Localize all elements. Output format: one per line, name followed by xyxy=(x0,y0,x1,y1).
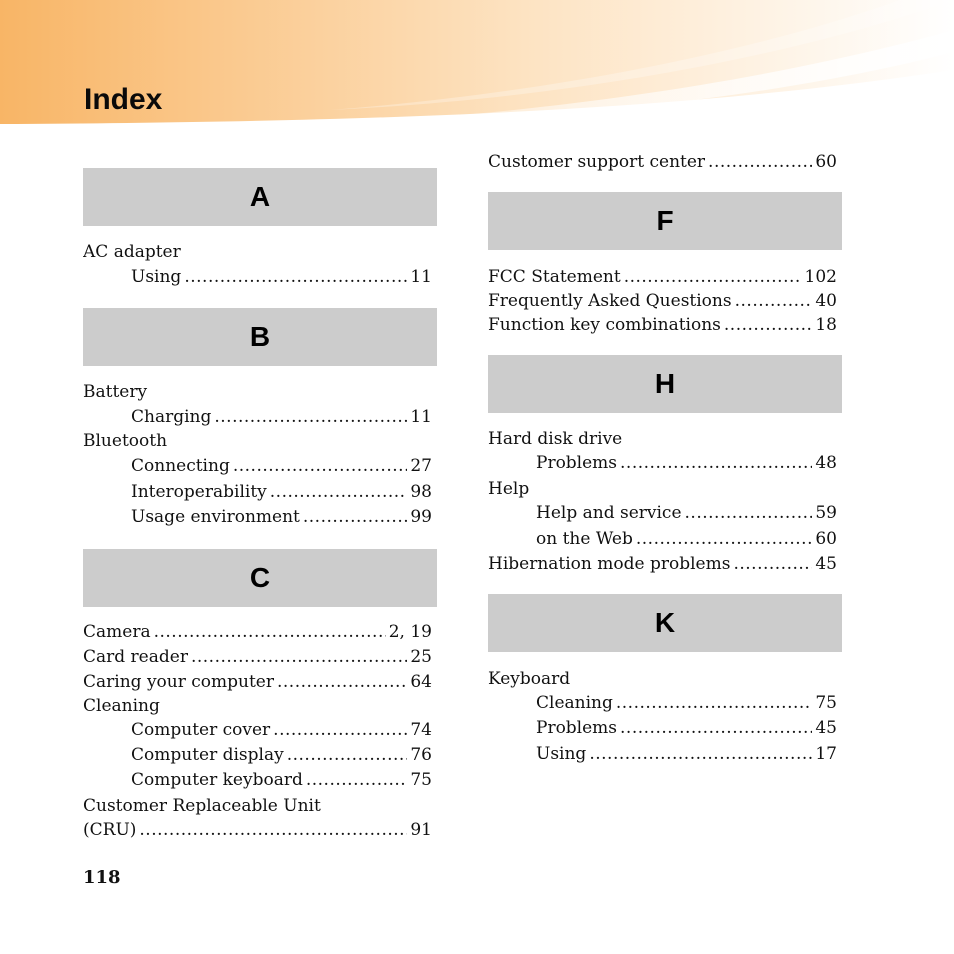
entry-label: Help and service xyxy=(536,503,682,523)
entry-page-ref: 11 xyxy=(410,407,432,427)
section-letter: C xyxy=(249,562,271,593)
entry-label: Hibernation mode problems xyxy=(488,554,731,574)
dot-leader xyxy=(273,717,407,743)
entry-page-ref: 75 xyxy=(410,770,432,790)
entry-label: Problems xyxy=(536,718,618,738)
index-entry xyxy=(83,669,432,695)
section-header xyxy=(83,168,437,226)
section-header xyxy=(83,549,437,607)
index-subentry xyxy=(131,742,432,768)
page-title: Index xyxy=(84,83,163,116)
dot-leader xyxy=(620,715,812,741)
entry-page-ref: 17 xyxy=(815,744,837,764)
section-letter: B xyxy=(249,321,271,352)
entry-label: Card reader xyxy=(83,647,188,667)
entry-page-ref: 60 xyxy=(815,529,837,549)
page-number: 118 xyxy=(83,867,121,888)
entry-label: Battery xyxy=(83,382,148,402)
entry-page-ref: 40 xyxy=(815,291,837,311)
index-entry xyxy=(83,239,432,265)
index-subentry xyxy=(536,690,837,716)
dot-leader xyxy=(685,500,813,526)
dot-leader xyxy=(270,479,408,505)
entry-page-ref: 76 xyxy=(410,745,432,765)
entry-label: Customer support center xyxy=(488,152,706,172)
entry-label: Computer display xyxy=(131,745,284,765)
index-subentry xyxy=(131,479,432,505)
entry-page-ref: 18 xyxy=(815,315,837,335)
entry-label: Camera xyxy=(83,622,151,642)
index-subentry xyxy=(536,500,837,526)
index-entry xyxy=(488,264,837,290)
entry-page-ref: 60 xyxy=(815,152,837,172)
entry-label: Connecting xyxy=(131,456,230,476)
entry-page-ref: 59 xyxy=(815,503,837,523)
dot-leader xyxy=(233,453,408,479)
entry-label: AC adapter xyxy=(83,242,181,262)
entry-label: Keyboard xyxy=(488,669,571,689)
entry-label: Help xyxy=(488,479,530,499)
dot-leader xyxy=(636,526,812,552)
entry-label: Interoperability xyxy=(131,482,267,502)
index-subentry xyxy=(131,453,432,479)
dot-leader xyxy=(624,264,802,290)
entry-page-ref: 98 xyxy=(410,482,432,502)
section-header xyxy=(488,192,842,250)
entry-label: Charging xyxy=(131,407,212,427)
dot-leader xyxy=(191,644,407,670)
entry-label: FCC Statement xyxy=(488,267,621,287)
index-entry xyxy=(488,288,837,314)
dot-leader xyxy=(303,504,408,530)
entry-label: Frequently Asked Questions xyxy=(488,291,732,311)
dot-leader xyxy=(616,690,813,716)
dot-leader xyxy=(733,551,812,577)
index-entry xyxy=(83,793,432,819)
entry-page-ref: 48 xyxy=(815,453,837,473)
index-entry xyxy=(488,666,837,692)
index-entry xyxy=(83,619,432,645)
index-subentry xyxy=(536,715,837,741)
entry-label: on the Web xyxy=(536,529,633,549)
entry-label: Hard disk drive xyxy=(488,429,623,449)
entry-page-ref: 74 xyxy=(410,720,432,740)
index-subentry xyxy=(131,404,432,430)
entry-label: Using xyxy=(536,744,587,764)
index-entry xyxy=(83,379,432,405)
entry-label: Cleaning xyxy=(536,693,613,713)
index-subentry xyxy=(536,741,837,767)
dot-leader xyxy=(724,312,812,338)
dot-leader xyxy=(589,741,812,767)
entry-page-ref: 91 xyxy=(410,820,432,840)
dot-leader xyxy=(287,742,408,768)
entry-page-ref: 99 xyxy=(410,507,432,527)
entry-page-ref: 75 xyxy=(815,693,837,713)
entry-label: Function key combinations xyxy=(488,315,721,335)
entry-page-ref: 64 xyxy=(410,672,432,692)
dot-leader xyxy=(154,619,386,645)
entry-label: Cleaning xyxy=(83,696,160,716)
index-entry xyxy=(83,644,432,670)
entry-label: Problems xyxy=(536,453,618,473)
entry-page-ref: 25 xyxy=(410,647,432,667)
dot-leader xyxy=(277,669,407,695)
entry-label: Computer cover xyxy=(131,720,271,740)
entry-label: Bluetooth xyxy=(83,431,168,451)
dot-leader xyxy=(184,264,407,290)
index-subentry xyxy=(131,717,432,743)
section-letter: K xyxy=(654,607,676,638)
dot-leader xyxy=(139,817,407,843)
entry-label: Computer keyboard xyxy=(131,770,303,790)
section-letter: F xyxy=(656,205,674,236)
dot-leader xyxy=(735,288,813,314)
index-subentry xyxy=(131,767,432,793)
section-letter: A xyxy=(249,181,271,212)
index-entry xyxy=(488,149,837,175)
entry-page-ref: 45 xyxy=(815,554,837,574)
dot-leader xyxy=(306,767,408,793)
entry-label: Using xyxy=(131,267,182,287)
dot-leader xyxy=(620,450,812,476)
index-entry xyxy=(83,428,432,454)
index-subentry xyxy=(131,504,432,530)
entry-page-ref: 102 xyxy=(804,267,837,287)
entry-page-ref: 2, 19 xyxy=(388,622,432,642)
index-entry xyxy=(488,312,837,338)
index-entry xyxy=(83,693,432,719)
dot-leader xyxy=(708,149,812,175)
dot-leader xyxy=(214,404,407,430)
index-entry xyxy=(488,426,837,452)
index-entry xyxy=(83,817,432,843)
index-entry xyxy=(488,551,837,577)
entry-page-ref: 45 xyxy=(815,718,837,738)
entry-label: Caring your computer xyxy=(83,672,274,692)
entry-label: Customer Replaceable Unit xyxy=(83,796,321,816)
section-letter: H xyxy=(654,368,676,399)
index-subentry xyxy=(536,526,837,552)
index-entry xyxy=(488,476,837,502)
section-header xyxy=(488,355,842,413)
index-subentry xyxy=(536,450,837,476)
entry-page-ref: 11 xyxy=(410,267,432,287)
section-header xyxy=(488,594,842,652)
index-subentry xyxy=(131,264,432,290)
entry-label: (CRU) xyxy=(83,820,137,840)
entry-page-ref: 27 xyxy=(410,456,432,476)
entry-label: Usage environment xyxy=(131,507,300,527)
section-header xyxy=(83,308,437,366)
